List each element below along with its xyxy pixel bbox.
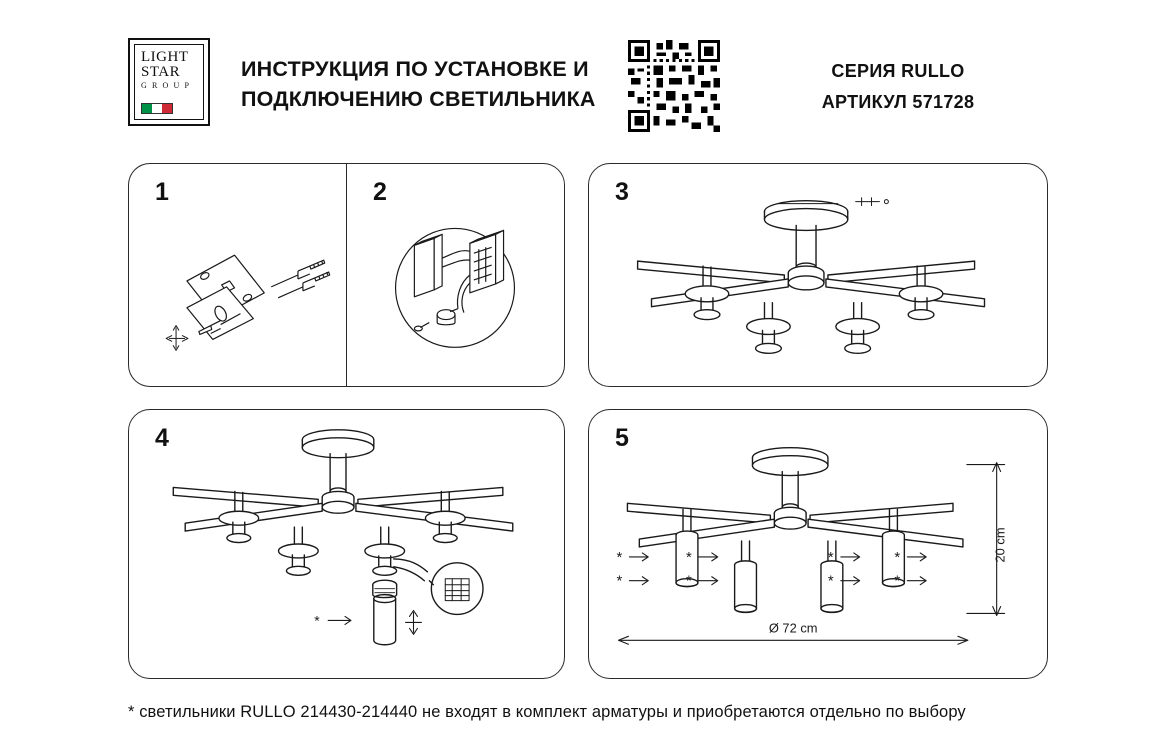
article-label: АРТИКУЛ 571728 bbox=[821, 92, 975, 112]
svg-text:*: * bbox=[827, 549, 834, 566]
svg-text:*: * bbox=[616, 549, 623, 566]
step-number-1: 1 bbox=[155, 178, 169, 206]
document-title-line1: ИНСТРУКЦИЯ ПО УСТАНОВКЕ И bbox=[241, 57, 589, 81]
step-number-3: 3 bbox=[615, 178, 629, 206]
step-panel-3 bbox=[588, 163, 1048, 387]
svg-text:*: * bbox=[616, 573, 623, 590]
step-number-5: 5 bbox=[615, 424, 629, 452]
step-number-4: 4 bbox=[155, 424, 169, 452]
mounting-bracket-diagram bbox=[129, 164, 347, 386]
step-panel-5 bbox=[588, 409, 1048, 679]
step-number-2: 2 bbox=[373, 178, 387, 206]
brand-logo-inner bbox=[134, 44, 204, 120]
svg-text:*: * bbox=[827, 573, 834, 590]
diameter-dimension-label: Ø 72 cm bbox=[768, 620, 818, 636]
svg-text:*: * bbox=[894, 573, 901, 590]
step-panel-1 bbox=[128, 163, 347, 387]
header bbox=[128, 38, 1048, 130]
series-label: СЕРИЯ RULLO bbox=[831, 61, 965, 81]
document-title bbox=[241, 54, 626, 114]
svg-text:*: * bbox=[894, 549, 901, 566]
height-dimension-label: 20 cm bbox=[992, 527, 1008, 563]
assembled-frame-diagram bbox=[589, 164, 1047, 386]
svg-text:*: * bbox=[685, 549, 692, 566]
product-info bbox=[748, 56, 1048, 118]
brand-logo-line1: LIGHT bbox=[141, 49, 189, 65]
brand-logo-line2: STAR bbox=[141, 64, 181, 80]
qr-code-icon bbox=[628, 40, 720, 132]
svg-text:*: * bbox=[685, 573, 692, 590]
wiring-terminal-diagram bbox=[347, 164, 564, 386]
brand-logo-group: G R O U P bbox=[141, 81, 191, 90]
italy-flag-icon bbox=[141, 103, 173, 114]
step-panel-2 bbox=[346, 163, 565, 387]
footer-note: * светильники RULLO 214430-214440 не входят в комплект арматуры и приобретаются отдельно по выбору bbox=[128, 703, 966, 721]
brand-logo bbox=[128, 38, 210, 126]
svg-text:*: * bbox=[314, 612, 320, 629]
step-panel-4 bbox=[128, 409, 565, 679]
document-title-line2: ПОДКЛЮЧЕНИЮ СВЕТИЛЬНИКА bbox=[241, 87, 596, 111]
lamp-install-diagram bbox=[129, 410, 564, 678]
dimensions-diagram bbox=[589, 410, 1047, 678]
